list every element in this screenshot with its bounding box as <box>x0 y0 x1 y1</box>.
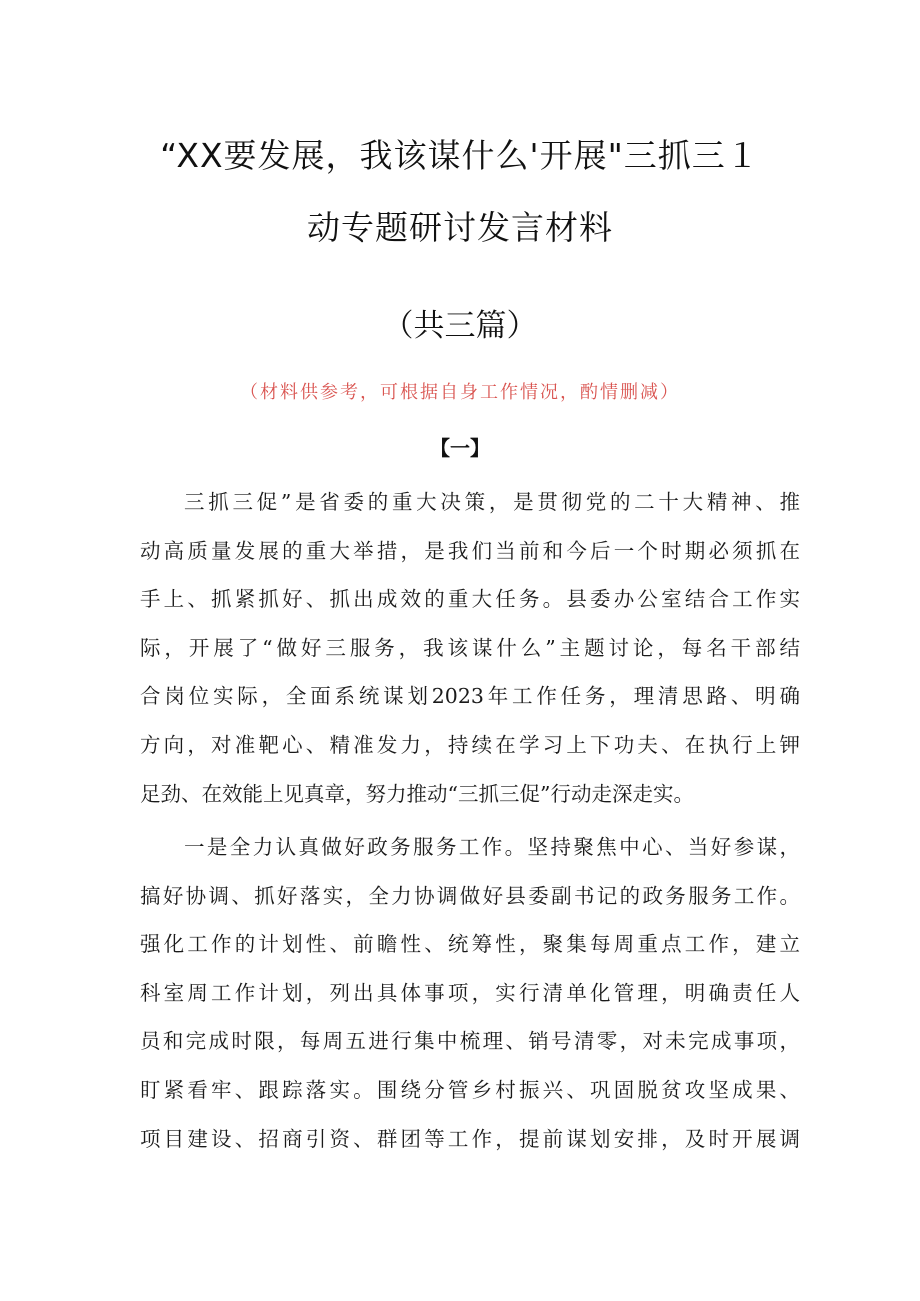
paragraph-line: 盯紧看牢、跟踪落实。围绕分管乡村振兴、巩固脱贫攻坚成果、 <box>140 1077 800 1102</box>
paragraph-1 <box>140 478 800 818</box>
paragraph-line: 方向，对准靶心、精准发力，持续在学习上下功夫、在执行上钾 <box>140 732 800 757</box>
document-title-line-1: “XX要发展，我该谋什么'开展"三抓三１ <box>160 136 760 175</box>
paragraph-line: 足劲、在效能上见真章，努力推动“三抓三促”行动走深走实。 <box>140 781 694 806</box>
paragraph-line: 搞好协调、抓好落实，全力协调做好县委副书记的政务服务工作。 <box>140 883 800 908</box>
paragraph-line: 三抓三促”是省委的重大决策，是贯彻党的二十大精神、推 <box>184 490 800 514</box>
paragraph-line: 员和完成时限，每周五进行集中梳理、销号清零，对未完成事项， <box>140 1029 800 1054</box>
paragraph-2 <box>140 823 800 1163</box>
reference-note: （材料供参考，可根据自身工作情况，酌情删减） <box>240 382 680 403</box>
paragraph-line: 际，开展了“做好三服务，我该谋什么”主题讨论，每名干部结 <box>140 635 800 660</box>
paragraph-line: 一是全力认真做好政务服务工作。坚持聚焦中心、当好参谋， <box>184 835 800 859</box>
document-title-line-2: 动专题研讨发言材料 <box>307 208 613 247</box>
paragraph-line: 项目建设、招商引资、群团等工作，提前谋划安排，及时开展调 <box>140 1126 800 1151</box>
document-subtitle: （共三篇） <box>382 308 538 344</box>
paragraph-line: 强化工作的计划性、前瞻性、统筹性，聚集每周重点工作，建立 <box>140 932 800 957</box>
paragraph-line: 科室周工作计划，列出具体事项，实行清单化管理，明确责任人 <box>140 980 800 1005</box>
section-heading: 【一】 <box>430 436 490 460</box>
paragraph-line: 动高质量发展的重大举措，是我们当前和今后一个时期必须抓在 <box>140 538 800 563</box>
paragraph-line: 手上、抓紧抓好、抓出成效的重大任务。县委办公室结合工作实 <box>140 587 800 612</box>
paragraph-line: 合岗位实际，全面系统谋划2023年工作任务，理清思路、明确 <box>140 684 800 709</box>
